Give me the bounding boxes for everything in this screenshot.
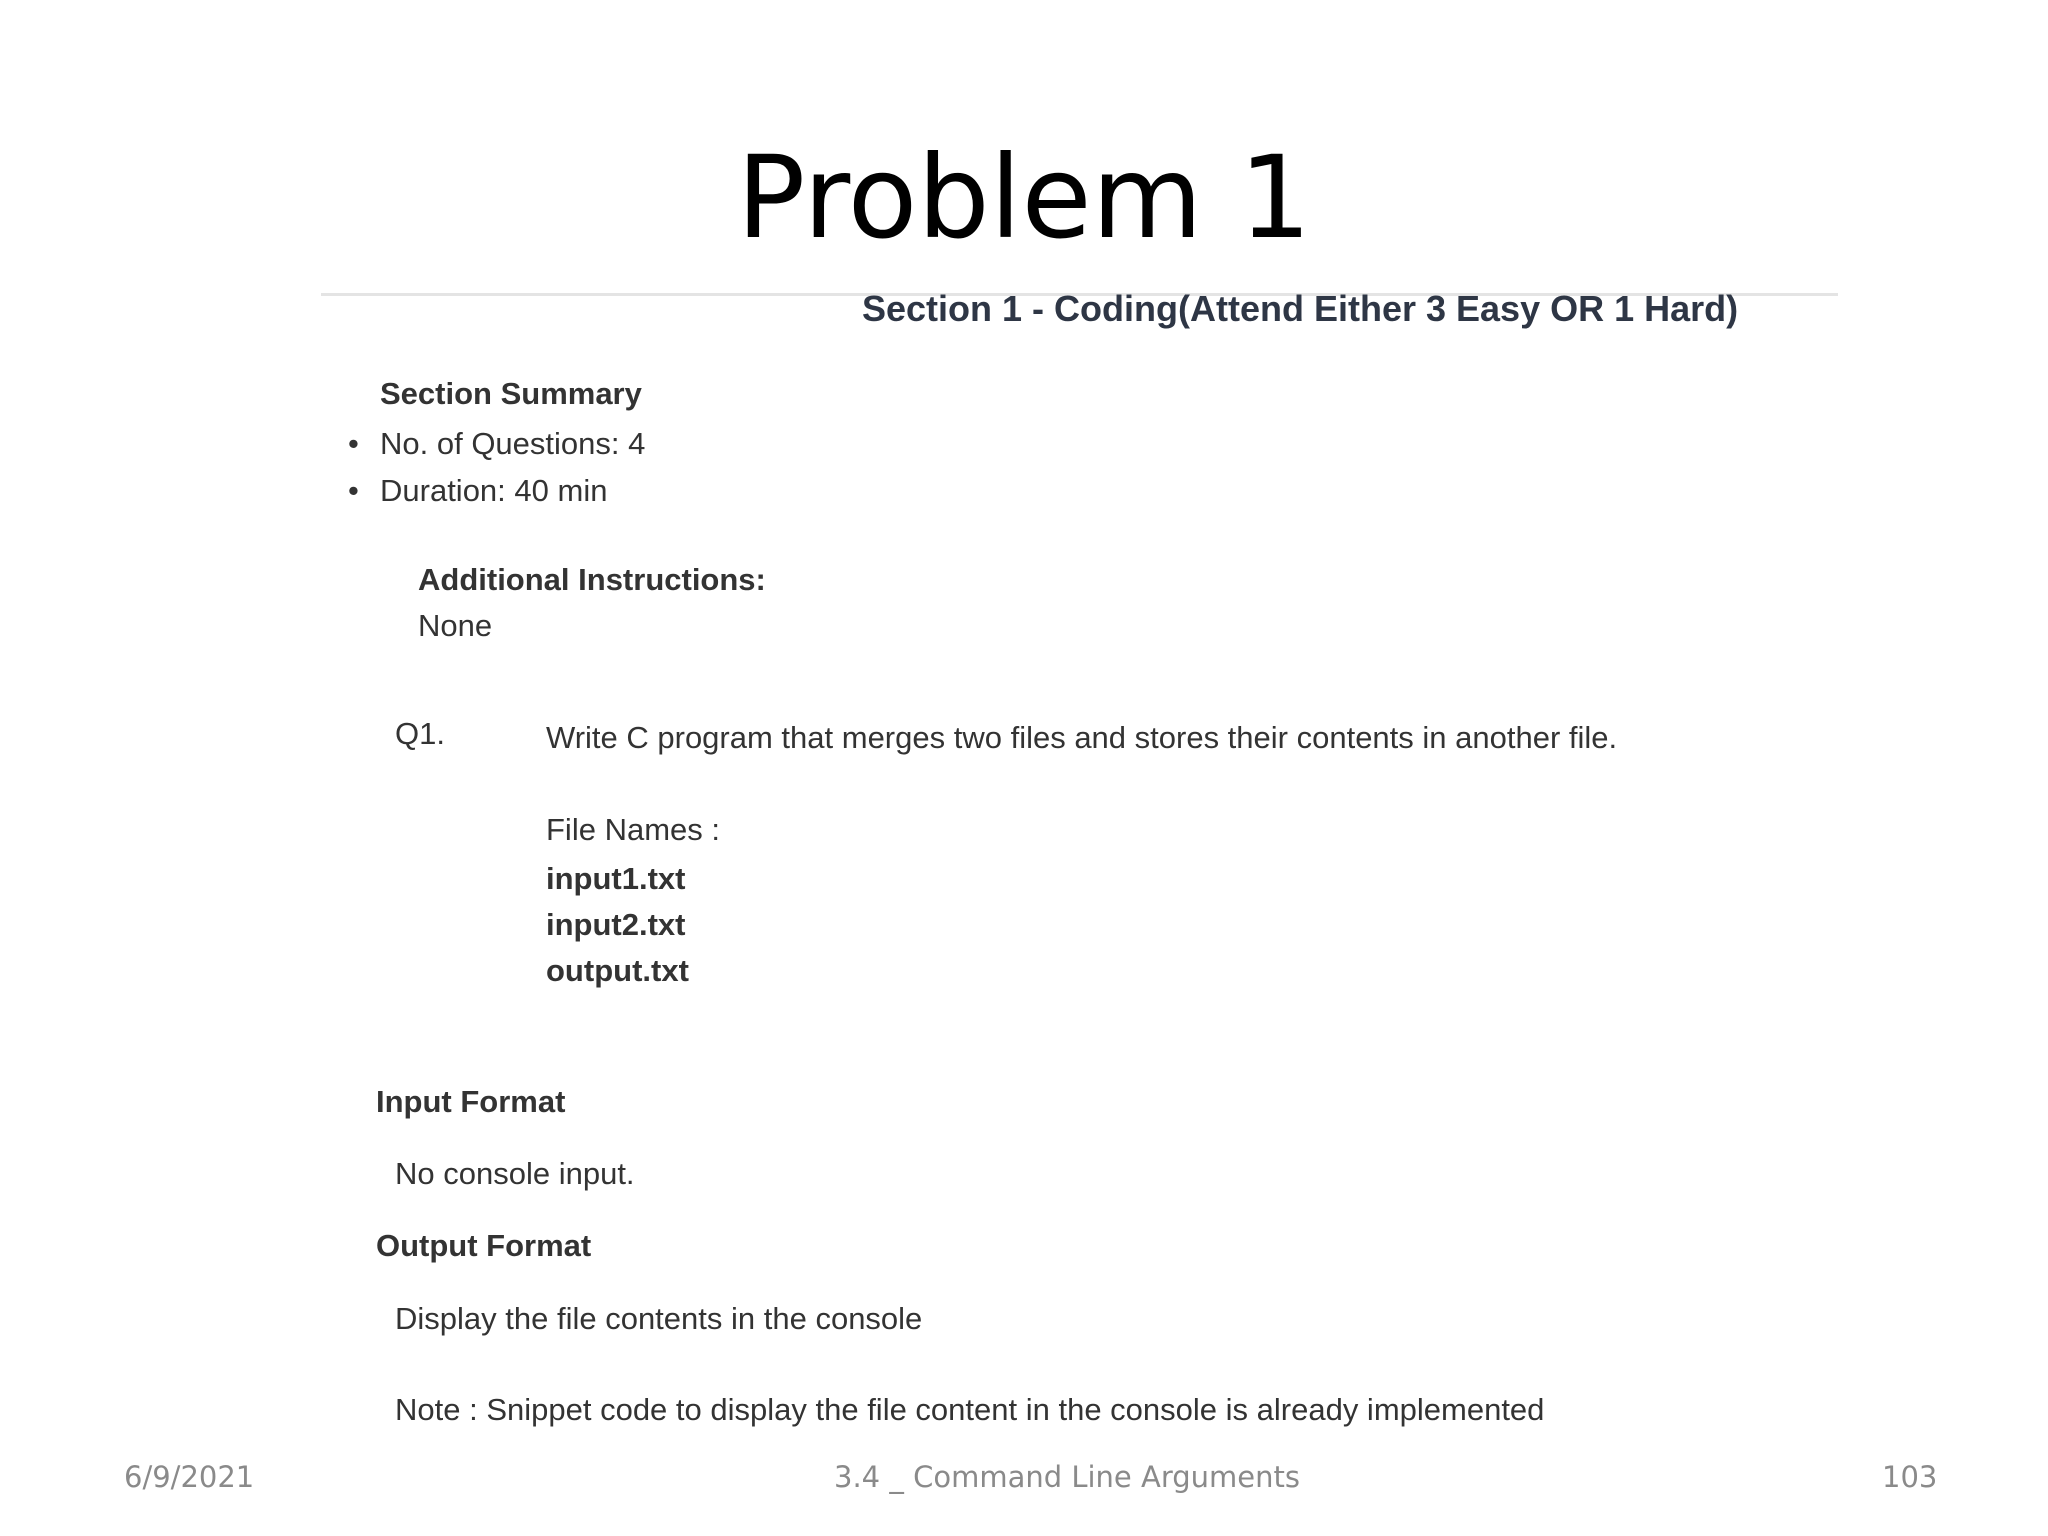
input-format-value: No console input.	[395, 1156, 635, 1191]
question-text: Write C program that merges two files and stores their contents in another file.	[546, 720, 1618, 755]
footer-page-number: 103	[1882, 1460, 1938, 1494]
file-name-input2: input2.txt	[546, 907, 686, 942]
additional-instructions-title: Additional Instructions:	[418, 562, 766, 597]
footer-title: 3.4 _ Command Line Arguments	[834, 1460, 1300, 1494]
input-format-title: Input Format	[376, 1084, 566, 1119]
file-names-list	[546, 856, 689, 994]
section-summary-title: Section Summary	[380, 376, 642, 411]
bullet-icon: •	[348, 426, 359, 461]
list-item	[346, 420, 645, 467]
section-heading: Section 1 - Coding(Attend Either 3 Easy OR 1 Hard)	[862, 288, 1739, 329]
additional-instructions-value: None	[418, 608, 493, 643]
section-summary-list	[346, 420, 645, 514]
summary-item-duration: Duration: 40 min	[380, 473, 608, 508]
question-number: Q1.	[395, 716, 445, 751]
file-name-output: output.txt	[546, 953, 689, 988]
note-text: Note : Snippet code to display the file content in the console is already implemented	[395, 1392, 1545, 1427]
file-names-label: File Names :	[546, 812, 720, 847]
list-item	[346, 467, 645, 514]
bullet-icon: •	[348, 473, 359, 508]
file-name-input1: input1.txt	[546, 861, 686, 896]
footer-date: 6/9/2021	[124, 1460, 255, 1494]
output-format-value: Display the file contents in the console	[395, 1301, 923, 1336]
slide-title: Problem 1	[736, 131, 1312, 264]
output-format-title: Output Format	[376, 1228, 592, 1263]
summary-item-questions: No. of Questions: 4	[380, 426, 646, 461]
